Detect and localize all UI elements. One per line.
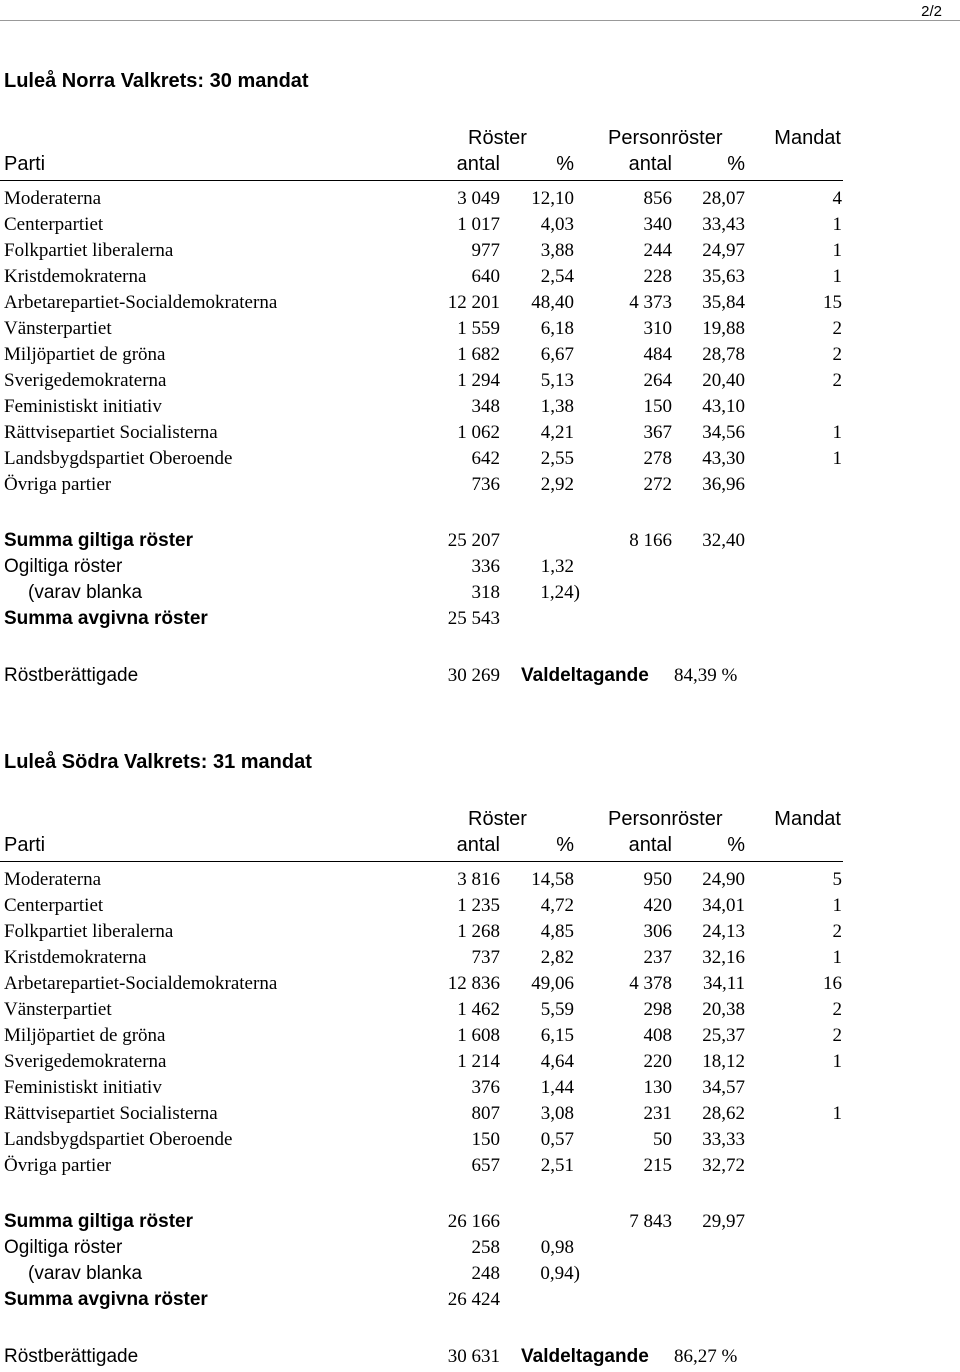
header-mandat: Mandat [774, 808, 841, 830]
personal-votes-count: 420 [643, 895, 672, 916]
table-row [0, 999, 960, 1025]
summary-label: Ogiltiga röster [4, 556, 123, 577]
personal-votes-count: 484 [643, 344, 672, 365]
summary-personroster-antal: 8 166 [629, 530, 672, 551]
seats-count: 1 [832, 214, 842, 235]
votes-count: 1 294 [457, 370, 500, 391]
personal-votes-count: 50 [653, 1129, 672, 1150]
votes-percent: 2,51 [540, 1155, 574, 1176]
page-top-divider [0, 20, 960, 21]
party-name: Feministiskt initiativ [4, 1077, 162, 1098]
party-name: Kristdemokraterna [4, 947, 147, 968]
votes-percent: 6,18 [540, 318, 574, 339]
summary-pct: 0,94) [540, 1263, 580, 1284]
personal-votes-count: 408 [643, 1025, 672, 1046]
summary-pct: 0,98 [540, 1237, 574, 1258]
votes-percent: 2,54 [540, 266, 574, 287]
table-row [0, 422, 960, 448]
header-parti: Parti [4, 153, 46, 175]
summary-antal: 318 [471, 582, 500, 603]
personal-votes-percent: 43,10 [702, 396, 745, 417]
party-name: Kristdemokraterna [4, 266, 147, 287]
personal-votes-percent: 25,37 [702, 1025, 745, 1046]
votes-percent: 4,64 [540, 1051, 574, 1072]
seats-count: 1 [832, 240, 842, 261]
party-name: Övriga partier [4, 474, 112, 495]
personal-votes-count: 264 [643, 370, 672, 391]
votes-percent: 5,13 [540, 370, 574, 391]
header-personroster-pct: % [727, 834, 745, 856]
table-row [0, 240, 960, 266]
votes-count: 3 816 [457, 869, 500, 890]
personal-votes-percent: 32,16 [702, 947, 745, 968]
table-row [0, 1077, 960, 1103]
personal-votes-count: 367 [643, 422, 672, 443]
votes-count: 3 049 [457, 188, 500, 209]
table-row [0, 344, 960, 370]
header-roster: Röster [468, 808, 527, 830]
votes-percent: 2,55 [540, 448, 574, 469]
party-name: Arbetarepartiet-Socialdemokraterna [4, 973, 278, 994]
personal-votes-count: 4 373 [629, 292, 672, 313]
votes-count: 1 062 [457, 422, 500, 443]
personal-votes-count: 228 [643, 266, 672, 287]
table-row [0, 188, 960, 214]
table-row [0, 292, 960, 318]
summary-rostberattigade-row [0, 665, 960, 691]
seats-count: 1 [832, 895, 842, 916]
header-pct: % [556, 834, 574, 856]
valdeltagande-label: Valdeltagande [521, 1346, 649, 1367]
personal-votes-percent: 33,33 [702, 1129, 745, 1150]
party-name: Folkpartiet liberalerna [4, 240, 174, 261]
summary-label: Summa giltiga röster [4, 1211, 193, 1232]
party-name: Centerpartiet [4, 895, 104, 916]
summary-label: Summa avgivna röster [4, 1289, 208, 1310]
summary-antal: 30 269 [447, 665, 500, 686]
summary-antal: 26 424 [447, 1289, 500, 1310]
header-antal: antal [456, 153, 500, 175]
personal-votes-percent: 35,84 [702, 292, 745, 313]
votes-percent: 3,88 [540, 240, 574, 261]
votes-percent: 1,44 [540, 1077, 574, 1098]
seats-count: 2 [832, 999, 842, 1020]
personal-votes-count: 950 [643, 869, 672, 890]
votes-count: 1 214 [457, 1051, 500, 1072]
personal-votes-count: 278 [643, 448, 672, 469]
header-personroster: Personröster [608, 808, 723, 830]
votes-count: 1 268 [457, 921, 500, 942]
party-name: Moderaterna [4, 188, 102, 209]
personal-votes-count: 237 [643, 947, 672, 968]
seats-count: 5 [832, 869, 842, 890]
table-row [0, 448, 960, 474]
table-row [0, 869, 960, 895]
table-row [0, 474, 960, 500]
votes-count: 1 608 [457, 1025, 500, 1046]
table-row [0, 266, 960, 292]
summary-avgivna-row [0, 608, 960, 634]
votes-percent: 0,57 [540, 1129, 574, 1150]
votes-percent: 4,85 [540, 921, 574, 942]
summary-blanka-row [0, 1263, 960, 1289]
seats-count: 1 [832, 1051, 842, 1072]
table-row [0, 921, 960, 947]
personal-votes-count: 130 [643, 1077, 672, 1098]
party-name: Sverigedemokraterna [4, 370, 167, 391]
votes-count: 1 462 [457, 999, 500, 1020]
votes-count: 12 201 [447, 292, 500, 313]
header-mandat: Mandat [774, 127, 841, 149]
summary-antal: 30 631 [447, 1346, 500, 1367]
personal-votes-percent: 34,11 [702, 973, 745, 994]
party-name: Landsbygdspartiet Oberoende [4, 448, 233, 469]
summary-personroster-pct: 32,40 [702, 530, 745, 551]
summary-giltiga-row [0, 530, 960, 556]
personal-votes-count: 272 [643, 474, 672, 495]
votes-percent: 4,03 [540, 214, 574, 235]
personal-votes-count: 856 [643, 188, 672, 209]
header-personroster-antal: antal [628, 834, 672, 856]
summary-pct: 1,32 [540, 556, 574, 577]
header-parti: Parti [4, 834, 46, 856]
personal-votes-percent: 34,56 [702, 422, 745, 443]
party-name: Centerpartiet [4, 214, 104, 235]
table-row [0, 947, 960, 973]
header-personroster-antal: antal [628, 153, 672, 175]
seats-count: 2 [832, 370, 842, 391]
summary-rostberattigade-row [0, 1346, 960, 1372]
party-name: Feministiskt initiativ [4, 396, 162, 417]
table-row [0, 370, 960, 396]
personal-votes-count: 298 [643, 999, 672, 1020]
votes-count: 737 [471, 947, 500, 968]
votes-percent: 3,08 [540, 1103, 574, 1124]
personal-votes-percent: 36,96 [702, 474, 745, 495]
summary-ogiltiga-row [0, 556, 960, 582]
personal-votes-percent: 24,90 [702, 869, 745, 890]
table-row [0, 1051, 960, 1077]
personal-votes-count: 244 [643, 240, 672, 261]
summary-label: Ogiltiga röster [4, 1237, 123, 1258]
party-name: Miljöpartiet de gröna [4, 344, 166, 365]
valdeltagande-label: Valdeltagande [521, 665, 649, 686]
table-row [0, 396, 960, 422]
header-divider [0, 180, 843, 181]
summary-label: (varav blanka [28, 1263, 143, 1284]
seats-count: 1 [832, 1103, 842, 1124]
votes-count: 807 [471, 1103, 500, 1124]
summary-label: Röstberättigade [4, 665, 139, 686]
personal-votes-percent: 28,78 [702, 344, 745, 365]
header-personroster-pct: % [727, 153, 745, 175]
table-row [0, 1129, 960, 1155]
summary-antal: 336 [471, 556, 500, 577]
personal-votes-percent: 34,01 [702, 895, 745, 916]
personal-votes-percent: 33,43 [702, 214, 745, 235]
votes-count: 657 [471, 1155, 500, 1176]
seats-count: 1 [832, 448, 842, 469]
page-number: 2/2 [921, 3, 942, 20]
header-antal: antal [456, 834, 500, 856]
votes-count: 348 [471, 396, 500, 417]
party-name: Moderaterna [4, 869, 102, 890]
votes-percent: 5,59 [540, 999, 574, 1020]
summary-antal: 25 543 [447, 608, 500, 629]
header-personroster: Personröster [608, 127, 723, 149]
summary-antal: 248 [471, 1263, 500, 1284]
summary-personroster-antal: 7 843 [629, 1211, 672, 1232]
votes-percent: 6,67 [540, 344, 574, 365]
personal-votes-percent: 20,38 [702, 999, 745, 1020]
table-row [0, 318, 960, 344]
votes-count: 1 235 [457, 895, 500, 916]
votes-count: 736 [471, 474, 500, 495]
header-roster: Röster [468, 127, 527, 149]
summary-antal: 258 [471, 1237, 500, 1258]
party-name: Landsbygdspartiet Oberoende [4, 1129, 233, 1150]
summary-label: Summa giltiga röster [4, 530, 193, 551]
party-name: Rättvisepartiet Socialisterna [4, 422, 218, 443]
votes-percent: 1,38 [540, 396, 574, 417]
votes-percent: 2,82 [540, 947, 574, 968]
summary-avgivna-row [0, 1289, 960, 1315]
votes-percent: 4,72 [540, 895, 574, 916]
seats-count: 15 [823, 292, 842, 313]
personal-votes-percent: 20,40 [702, 370, 745, 391]
seats-count: 2 [832, 344, 842, 365]
personal-votes-percent: 32,72 [702, 1155, 745, 1176]
summary-label: (varav blanka [28, 582, 143, 603]
summary-label: Röstberättigade [4, 1346, 139, 1367]
personal-votes-count: 310 [643, 318, 672, 339]
summary-blanka-row [0, 582, 960, 608]
valdeltagande-value: 86,27 % [674, 1346, 738, 1367]
party-name: Miljöpartiet de gröna [4, 1025, 166, 1046]
summary-antal: 25 207 [447, 530, 500, 551]
personal-votes-percent: 28,62 [702, 1103, 745, 1124]
table-row [0, 895, 960, 921]
table-row [0, 214, 960, 240]
personal-votes-percent: 18,12 [702, 1051, 745, 1072]
personal-votes-count: 220 [643, 1051, 672, 1072]
party-name: Vänsterpartiet [4, 318, 112, 339]
seats-count: 2 [832, 921, 842, 942]
seats-count: 1 [832, 947, 842, 968]
votes-count: 642 [471, 448, 500, 469]
votes-percent: 12,10 [531, 188, 574, 209]
votes-count: 1 017 [457, 214, 500, 235]
personal-votes-percent: 24,97 [702, 240, 745, 261]
personal-votes-percent: 24,13 [702, 921, 745, 942]
personal-votes-count: 306 [643, 921, 672, 942]
seats-count: 2 [832, 318, 842, 339]
votes-count: 150 [471, 1129, 500, 1150]
votes-count: 977 [471, 240, 500, 261]
seats-count: 1 [832, 266, 842, 287]
table-row [0, 1155, 960, 1181]
personal-votes-percent: 34,57 [702, 1077, 745, 1098]
personal-votes-count: 231 [643, 1103, 672, 1124]
votes-percent: 14,58 [531, 869, 574, 890]
personal-votes-percent: 28,07 [702, 188, 745, 209]
votes-percent: 6,15 [540, 1025, 574, 1046]
table-row [0, 1025, 960, 1051]
summary-label: Summa avgivna röster [4, 608, 208, 629]
party-name: Sverigedemokraterna [4, 1051, 167, 1072]
personal-votes-count: 340 [643, 214, 672, 235]
personal-votes-count: 150 [643, 396, 672, 417]
party-name: Arbetarepartiet-Socialdemokraterna [4, 292, 278, 313]
personal-votes-count: 215 [643, 1155, 672, 1176]
summary-giltiga-row [0, 1211, 960, 1237]
seats-count: 1 [832, 422, 842, 443]
votes-count: 12 836 [447, 973, 500, 994]
seats-count: 16 [823, 973, 842, 994]
section-title: Luleå Norra Valkrets: 30 mandat [4, 70, 309, 92]
votes-count: 376 [471, 1077, 500, 1098]
votes-percent: 2,92 [540, 474, 574, 495]
votes-percent: 4,21 [540, 422, 574, 443]
summary-antal: 26 166 [447, 1211, 500, 1232]
personal-votes-percent: 19,88 [702, 318, 745, 339]
party-name: Rättvisepartiet Socialisterna [4, 1103, 218, 1124]
valdeltagande-value: 84,39 % [674, 665, 738, 686]
votes-count: 1 559 [457, 318, 500, 339]
summary-ogiltiga-row [0, 1237, 960, 1263]
party-name: Övriga partier [4, 1155, 112, 1176]
seats-count: 4 [832, 188, 842, 209]
summary-pct: 1,24) [540, 582, 580, 603]
personal-votes-count: 4 378 [629, 973, 672, 994]
votes-count: 1 682 [457, 344, 500, 365]
party-name: Folkpartiet liberalerna [4, 921, 174, 942]
personal-votes-percent: 35,63 [702, 266, 745, 287]
section-title: Luleå Södra Valkrets: 31 mandat [4, 751, 312, 773]
table-row [0, 1103, 960, 1129]
votes-percent: 49,06 [531, 973, 574, 994]
table-row [0, 973, 960, 999]
votes-count: 640 [471, 266, 500, 287]
personal-votes-percent: 43,30 [702, 448, 745, 469]
seats-count: 2 [832, 1025, 842, 1046]
summary-personroster-pct: 29,97 [702, 1211, 745, 1232]
header-pct: % [556, 153, 574, 175]
party-name: Vänsterpartiet [4, 999, 112, 1020]
header-divider [0, 861, 843, 862]
votes-percent: 48,40 [531, 292, 574, 313]
